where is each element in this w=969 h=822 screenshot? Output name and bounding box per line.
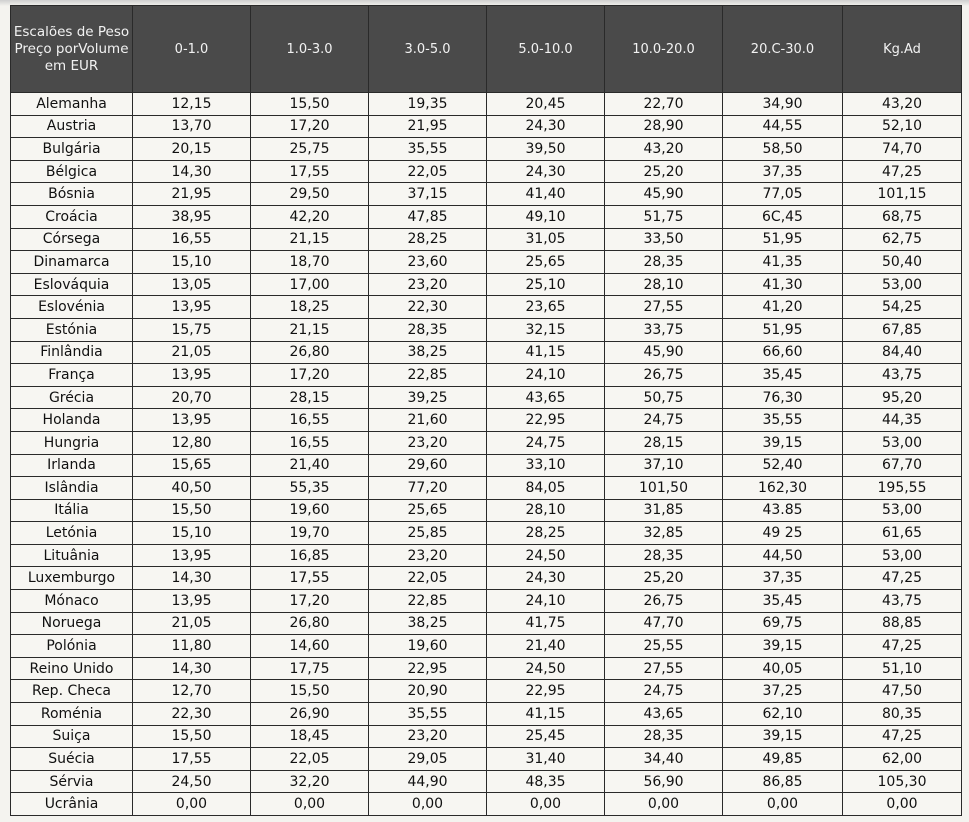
- price-cell: 25,55: [605, 635, 723, 658]
- price-cell: 86,85: [723, 770, 843, 793]
- table-row: [11, 296, 962, 319]
- price-cell: 53,00: [843, 273, 962, 296]
- price-cell: 24,10: [487, 590, 605, 613]
- price-cell: 29,50: [251, 183, 369, 206]
- price-cell: 21,05: [133, 341, 251, 364]
- price-cell: 19,60: [251, 499, 369, 522]
- country-cell: Holanda: [11, 409, 133, 432]
- price-cell: 66,60: [723, 341, 843, 364]
- country-cell: Roménia: [11, 703, 133, 726]
- country-cell: Irlanda: [11, 454, 133, 477]
- price-cell: 62,00: [843, 748, 962, 771]
- price-cell: 25,45: [487, 725, 605, 748]
- country-cell: Finlândia: [11, 341, 133, 364]
- price-cell: 43,20: [605, 138, 723, 161]
- price-cell: 20,15: [133, 138, 251, 161]
- price-cell: 35,45: [723, 590, 843, 613]
- table-row: [11, 477, 962, 500]
- price-cell: 47,70: [605, 612, 723, 635]
- table-row: [11, 748, 962, 771]
- price-cell: 52,40: [723, 454, 843, 477]
- price-cell: 22,95: [487, 680, 605, 703]
- country-cell: Croácia: [11, 205, 133, 228]
- price-cell: 47,25: [843, 160, 962, 183]
- table-row: [11, 454, 962, 477]
- table-row: [11, 386, 962, 409]
- price-cell: 41,20: [723, 296, 843, 319]
- price-cell: 32,85: [605, 522, 723, 545]
- table-row: [11, 409, 962, 432]
- price-cell: 39,25: [369, 386, 487, 409]
- price-cell: 24,75: [605, 680, 723, 703]
- table-row: [11, 115, 962, 138]
- price-cell: 0,00: [723, 793, 843, 816]
- table-row: [11, 657, 962, 680]
- table-row: [11, 793, 962, 816]
- price-cell: 22,70: [605, 93, 723, 116]
- price-cell: 162,30: [723, 477, 843, 500]
- price-cell: 43,75: [843, 364, 962, 387]
- price-cell: 24,30: [487, 160, 605, 183]
- price-cell: 43.85: [723, 499, 843, 522]
- price-cell: 24,30: [487, 567, 605, 590]
- country-cell: Estónia: [11, 318, 133, 341]
- price-cell: 26,90: [251, 703, 369, 726]
- price-cell: 28,35: [605, 251, 723, 274]
- price-cell: 31,40: [487, 748, 605, 771]
- price-cell: 35,55: [369, 138, 487, 161]
- price-cell: 18,70: [251, 251, 369, 274]
- price-cell: 24,50: [487, 544, 605, 567]
- price-cell: 24,75: [605, 409, 723, 432]
- price-cell: 12,70: [133, 680, 251, 703]
- price-cell: 47,50: [843, 680, 962, 703]
- price-cell: 17,20: [251, 115, 369, 138]
- price-cell: 0,00: [843, 793, 962, 816]
- price-cell: 26,75: [605, 590, 723, 613]
- price-cell: 23,20: [369, 273, 487, 296]
- price-cell: 15,75: [133, 318, 251, 341]
- price-cell: 33,50: [605, 228, 723, 251]
- country-cell: Islândia: [11, 477, 133, 500]
- price-cell: 11,80: [133, 635, 251, 658]
- price-cell: 22,05: [251, 748, 369, 771]
- price-cell: 47,25: [843, 725, 962, 748]
- price-cell: 22,30: [369, 296, 487, 319]
- price-cell: 27,55: [605, 657, 723, 680]
- table-row: [11, 431, 962, 454]
- price-cell: 28,10: [605, 273, 723, 296]
- price-cell: 22,30: [133, 703, 251, 726]
- price-cell: 0,00: [369, 793, 487, 816]
- price-cell: 37,35: [723, 160, 843, 183]
- price-cell: 33,75: [605, 318, 723, 341]
- price-cell: 101,15: [843, 183, 962, 206]
- country-cell: Polónia: [11, 635, 133, 658]
- price-cell: 56,90: [605, 770, 723, 793]
- header-row: [11, 6, 962, 93]
- country-cell: Mónaco: [11, 590, 133, 613]
- price-cell: 43,65: [605, 703, 723, 726]
- price-cell: 62,10: [723, 703, 843, 726]
- price-cell: 19,60: [369, 635, 487, 658]
- price-cell: 15,10: [133, 522, 251, 545]
- table-body: [11, 93, 962, 816]
- column-header: 1.0-3.0: [251, 6, 369, 93]
- price-cell: 22,05: [369, 567, 487, 590]
- price-cell: 14,60: [251, 635, 369, 658]
- price-cell: 58,50: [723, 138, 843, 161]
- price-cell: 53,00: [843, 499, 962, 522]
- price-cell: 105,30: [843, 770, 962, 793]
- price-cell: 0,00: [133, 793, 251, 816]
- price-cell: 22,85: [369, 364, 487, 387]
- price-cell: 49,85: [723, 748, 843, 771]
- price-cell: 28,10: [487, 499, 605, 522]
- column-header: 5.0-10.0: [487, 6, 605, 93]
- price-cell: 32,15: [487, 318, 605, 341]
- price-cell: 45,90: [605, 183, 723, 206]
- price-cell: 16,85: [251, 544, 369, 567]
- price-cell: 74,70: [843, 138, 962, 161]
- price-cell: 39,50: [487, 138, 605, 161]
- price-cell: 53,00: [843, 544, 962, 567]
- table-row: [11, 703, 962, 726]
- price-cell: 195,55: [843, 477, 962, 500]
- price-cell: 17,75: [251, 657, 369, 680]
- price-cell: 69,75: [723, 612, 843, 635]
- country-cell: Lituânia: [11, 544, 133, 567]
- price-cell: 37,35: [723, 567, 843, 590]
- price-cell: 34,40: [605, 748, 723, 771]
- price-cell: 15,50: [133, 499, 251, 522]
- table-row: [11, 770, 962, 793]
- price-cell: 54,25: [843, 296, 962, 319]
- table-row: [11, 544, 962, 567]
- country-cell: Letónia: [11, 522, 133, 545]
- price-cell: 18,45: [251, 725, 369, 748]
- price-cell: 24,75: [487, 431, 605, 454]
- price-cell: 25,20: [605, 160, 723, 183]
- price-cell: 51,75: [605, 205, 723, 228]
- country-cell: Sérvia: [11, 770, 133, 793]
- price-cell: 21,40: [487, 635, 605, 658]
- price-cell: 13,95: [133, 296, 251, 319]
- price-cell: 26,80: [251, 612, 369, 635]
- price-cell: 37,25: [723, 680, 843, 703]
- price-cell: 0,00: [251, 793, 369, 816]
- price-table: [10, 5, 962, 816]
- price-cell: 23,65: [487, 296, 605, 319]
- table-row: [11, 318, 962, 341]
- price-cell: 14,30: [133, 567, 251, 590]
- country-cell: Bélgica: [11, 160, 133, 183]
- price-cell: 61,65: [843, 522, 962, 545]
- price-cell: 19,70: [251, 522, 369, 545]
- price-cell: 80,35: [843, 703, 962, 726]
- price-cell: 51,10: [843, 657, 962, 680]
- price-cell: 101,50: [605, 477, 723, 500]
- price-cell: 14,30: [133, 160, 251, 183]
- country-cell: Grécia: [11, 386, 133, 409]
- price-cell: 55,35: [251, 477, 369, 500]
- price-cell: 25,10: [487, 273, 605, 296]
- price-cell: 38,25: [369, 341, 487, 364]
- price-cell: 28,90: [605, 115, 723, 138]
- column-header: 10.0-20.0: [605, 6, 723, 93]
- price-cell: 29,05: [369, 748, 487, 771]
- price-cell: 41,40: [487, 183, 605, 206]
- price-cell: 22,95: [369, 657, 487, 680]
- table-row: [11, 93, 962, 116]
- price-cell: 27,55: [605, 296, 723, 319]
- price-cell: 13,95: [133, 364, 251, 387]
- price-cell: 17,20: [251, 364, 369, 387]
- price-cell: 16,55: [251, 431, 369, 454]
- price-cell: 15,50: [133, 725, 251, 748]
- price-cell: 43,75: [843, 590, 962, 613]
- price-cell: 25,65: [487, 251, 605, 274]
- table-row: [11, 725, 962, 748]
- price-cell: 13,95: [133, 590, 251, 613]
- price-cell: 67,85: [843, 318, 962, 341]
- price-cell: 68,75: [843, 205, 962, 228]
- price-cell: 34,90: [723, 93, 843, 116]
- table-row: [11, 364, 962, 387]
- price-cell: 22,95: [487, 409, 605, 432]
- country-cell: Itália: [11, 499, 133, 522]
- price-cell: 49,10: [487, 205, 605, 228]
- country-cell: Hungria: [11, 431, 133, 454]
- price-cell: 0,00: [487, 793, 605, 816]
- price-cell: 67,70: [843, 454, 962, 477]
- price-cell: 41,30: [723, 273, 843, 296]
- table-row: [11, 160, 962, 183]
- price-cell: 13,95: [133, 409, 251, 432]
- price-cell: 84,05: [487, 477, 605, 500]
- table-row: [11, 183, 962, 206]
- price-cell: 26,80: [251, 341, 369, 364]
- price-cell: 76,30: [723, 386, 843, 409]
- country-cell: Luxemburgo: [11, 567, 133, 590]
- price-cell: 21,60: [369, 409, 487, 432]
- price-cell: 24,10: [487, 364, 605, 387]
- price-cell: 21,15: [251, 318, 369, 341]
- price-cell: 24,50: [133, 770, 251, 793]
- country-cell: Dinamarca: [11, 251, 133, 274]
- country-cell: Córsega: [11, 228, 133, 251]
- country-cell: França: [11, 364, 133, 387]
- country-cell: Bósnia: [11, 183, 133, 206]
- price-cell: 20,45: [487, 93, 605, 116]
- table-row: [11, 251, 962, 274]
- price-cell: 28,35: [605, 544, 723, 567]
- price-cell: 38,95: [133, 205, 251, 228]
- column-header: 0-1.0: [133, 6, 251, 93]
- price-cell: 49 25: [723, 522, 843, 545]
- price-cell: 39,15: [723, 431, 843, 454]
- price-cell: 19,35: [369, 93, 487, 116]
- price-cell: 35,45: [723, 364, 843, 387]
- table-row: [11, 341, 962, 364]
- price-cell: 18,25: [251, 296, 369, 319]
- price-cell: 24,30: [487, 115, 605, 138]
- price-cell: 28,25: [487, 522, 605, 545]
- country-cell: Austria: [11, 115, 133, 138]
- country-cell: Eslovénia: [11, 296, 133, 319]
- price-cell: 77,20: [369, 477, 487, 500]
- price-cell: 35,55: [723, 409, 843, 432]
- price-cell: 23,20: [369, 725, 487, 748]
- price-cell: 16,55: [251, 409, 369, 432]
- price-cell: 16,55: [133, 228, 251, 251]
- price-cell: 37,10: [605, 454, 723, 477]
- price-cell: 41,35: [723, 251, 843, 274]
- price-cell: 47,25: [843, 567, 962, 590]
- price-cell: 33,10: [487, 454, 605, 477]
- price-cell: 21,95: [369, 115, 487, 138]
- country-cell: Ucrânia: [11, 793, 133, 816]
- price-cell: 39,15: [723, 635, 843, 658]
- price-cell: 0,00: [605, 793, 723, 816]
- price-cell: 28,35: [605, 725, 723, 748]
- price-cell: 29,60: [369, 454, 487, 477]
- price-cell: 28,15: [251, 386, 369, 409]
- table-row: [11, 680, 962, 703]
- price-cell: 21,95: [133, 183, 251, 206]
- price-cell: 41,15: [487, 703, 605, 726]
- country-cell: Noruega: [11, 612, 133, 635]
- price-cell: 48,35: [487, 770, 605, 793]
- table-row: [11, 228, 962, 251]
- price-cell: 20,90: [369, 680, 487, 703]
- price-cell: 13,70: [133, 115, 251, 138]
- price-cell: 44,35: [843, 409, 962, 432]
- column-header: 3.0-5.0: [369, 6, 487, 93]
- price-cell: 32,20: [251, 770, 369, 793]
- price-cell: 15,50: [251, 680, 369, 703]
- price-cell: 45,90: [605, 341, 723, 364]
- price-cell: 37,15: [369, 183, 487, 206]
- header-corner-cell: Escalões de Peso Preço porVolume em EUR: [11, 6, 133, 93]
- price-cell: 23,20: [369, 431, 487, 454]
- price-cell: 39,15: [723, 725, 843, 748]
- table-row: [11, 567, 962, 590]
- price-cell: 84,40: [843, 341, 962, 364]
- table-row: [11, 499, 962, 522]
- price-cell: 50,75: [605, 386, 723, 409]
- country-cell: Alemanha: [11, 93, 133, 116]
- price-cell: 77,05: [723, 183, 843, 206]
- price-cell: 41,75: [487, 612, 605, 635]
- column-header: 20.C-30.0: [723, 6, 843, 93]
- price-cell: 35,55: [369, 703, 487, 726]
- price-cell: 17,20: [251, 590, 369, 613]
- price-cell: 23,60: [369, 251, 487, 274]
- price-cell: 12,15: [133, 93, 251, 116]
- table-row: [11, 635, 962, 658]
- price-cell: 44,50: [723, 544, 843, 567]
- price-cell: 17,55: [251, 160, 369, 183]
- price-cell: 25,65: [369, 499, 487, 522]
- price-cell: 14,30: [133, 657, 251, 680]
- price-cell: 26,75: [605, 364, 723, 387]
- country-cell: Bulgária: [11, 138, 133, 161]
- price-cell: 25,20: [605, 567, 723, 590]
- price-cell: 38,25: [369, 612, 487, 635]
- country-cell: Rep. Checa: [11, 680, 133, 703]
- price-cell: 62,75: [843, 228, 962, 251]
- price-cell: 53,00: [843, 431, 962, 454]
- price-cell: 31,05: [487, 228, 605, 251]
- price-cell: 47,25: [843, 635, 962, 658]
- price-cell: 28,25: [369, 228, 487, 251]
- table-row: [11, 522, 962, 545]
- price-cell: 12,80: [133, 431, 251, 454]
- column-header: Kg.Ad: [843, 6, 962, 93]
- price-cell: 22,85: [369, 590, 487, 613]
- price-cell: 88,85: [843, 612, 962, 635]
- price-cell: 50,40: [843, 251, 962, 274]
- price-cell: 15,50: [251, 93, 369, 116]
- price-cell: 17,55: [251, 567, 369, 590]
- price-cell: 28,35: [369, 318, 487, 341]
- price-cell: 17,55: [133, 748, 251, 771]
- price-cell: 6C,45: [723, 205, 843, 228]
- price-cell: 21,05: [133, 612, 251, 635]
- price-cell: 31,85: [605, 499, 723, 522]
- price-cell: 44,90: [369, 770, 487, 793]
- country-cell: Eslováquia: [11, 273, 133, 296]
- price-cell: 21,40: [251, 454, 369, 477]
- price-cell: 51,95: [723, 228, 843, 251]
- table-row: [11, 612, 962, 635]
- country-cell: Reino Unido: [11, 657, 133, 680]
- table-row: [11, 590, 962, 613]
- price-cell: 20,70: [133, 386, 251, 409]
- price-cell: 47,85: [369, 205, 487, 228]
- table-row: [11, 138, 962, 161]
- price-cell: 43,65: [487, 386, 605, 409]
- price-cell: 13,05: [133, 273, 251, 296]
- price-cell: 25,85: [369, 522, 487, 545]
- price-cell: 13,95: [133, 544, 251, 567]
- price-cell: 43,20: [843, 93, 962, 116]
- price-cell: 25,75: [251, 138, 369, 161]
- price-cell: 95,20: [843, 386, 962, 409]
- price-cell: 51,95: [723, 318, 843, 341]
- price-cell: 52,10: [843, 115, 962, 138]
- price-cell: 42,20: [251, 205, 369, 228]
- price-cell: 15,10: [133, 251, 251, 274]
- table-row: [11, 205, 962, 228]
- price-cell: 40,05: [723, 657, 843, 680]
- price-cell: 28,15: [605, 431, 723, 454]
- price-cell: 17,00: [251, 273, 369, 296]
- price-cell: 24,50: [487, 657, 605, 680]
- price-cell: 21,15: [251, 228, 369, 251]
- price-cell: 23,20: [369, 544, 487, 567]
- price-cell: 41,15: [487, 341, 605, 364]
- price-cell: 22,05: [369, 160, 487, 183]
- price-cell: 44,55: [723, 115, 843, 138]
- table-row: [11, 273, 962, 296]
- country-cell: Suécia: [11, 748, 133, 771]
- price-cell: 15,65: [133, 454, 251, 477]
- country-cell: Suiça: [11, 725, 133, 748]
- price-cell: 40,50: [133, 477, 251, 500]
